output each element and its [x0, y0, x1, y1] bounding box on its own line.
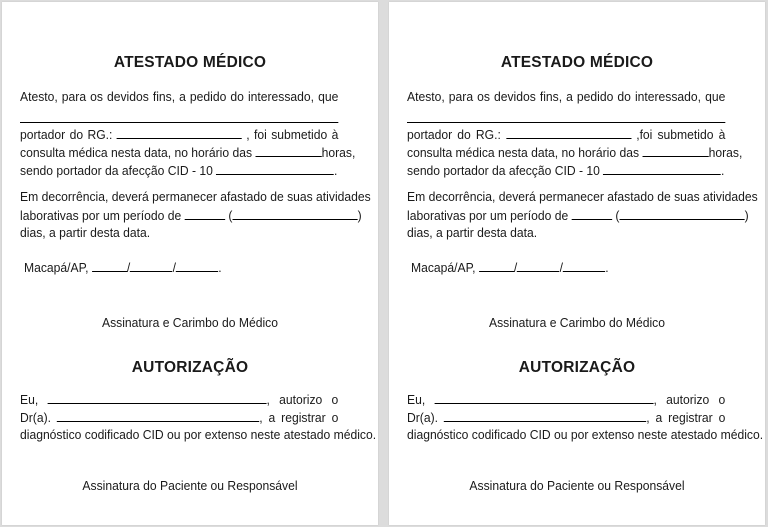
period-text: laborativas por um período de [20, 208, 182, 223]
year-field[interactable] [176, 258, 218, 272]
year-field[interactable] [563, 258, 605, 272]
rg-label: portador do RG.: [407, 127, 501, 142]
diagnosis-text: diagnóstico codificado CID ou por extenso neste atestado médico. [20, 427, 377, 442]
hours-label: horas, [321, 145, 356, 160]
period-text: laborativas por um período de [407, 208, 569, 223]
cid-field[interactable] [216, 161, 334, 175]
day-field[interactable] [92, 258, 127, 272]
patient-name-field[interactable] [20, 106, 338, 123]
eu-label: Eu, [407, 392, 426, 407]
date-line: Macapá/AP, / / . [411, 260, 609, 275]
leave-line: Em decorrência, deverá permanecer afastado de suas atividades [20, 189, 371, 204]
rg-label: portador do RG.: [20, 127, 113, 142]
submitted-text: ,foi submetido à [636, 127, 726, 142]
date-line: Macapá/AP, / / . [24, 260, 222, 275]
authorization-title: AUTORIZAÇÃO [518, 359, 636, 376]
doctor-signature-label: Assinatura e Carimbo do Médico [488, 315, 666, 330]
doctor-name-field[interactable] [444, 408, 646, 422]
certificate-form-left [2, 2, 378, 525]
patient-name-field[interactable] [407, 106, 725, 123]
attestation-paragraph: Atesto, para os devidos fins, a pedido do interessado, que portador do RG.: , foi submetido à consulta médica nesta data, no horário das horas, sendo portador da afecção CID - 10 . [20, 89, 356, 178]
form-title: ATESTADO MÉDICO [500, 54, 654, 71]
period-words-field[interactable] [619, 206, 744, 220]
leave-line: Em decorrência, deverá permanecer afastado de suas atividades [407, 189, 758, 204]
hours-label: horas, [708, 145, 743, 160]
month-field[interactable] [130, 258, 172, 272]
date-place: Macapá/AP, [24, 260, 89, 275]
authorize-text: , autorizo o [653, 392, 726, 407]
attestation-line: Atesto, para os devidos fins, a pedido do interessado, que [20, 89, 339, 104]
consultation-text: consulta médica nesta data, no horário das [20, 145, 253, 160]
patient-signature-label: Assinatura do Paciente ou Responsável [82, 478, 298, 493]
authorization-paragraph [407, 390, 764, 444]
doctor-signature-label: Assinatura e Carimbo do Médico [101, 315, 279, 330]
certificate-form-right [389, 2, 765, 525]
period-days-field[interactable] [185, 206, 225, 220]
day-field[interactable] [479, 258, 514, 272]
submitted-text: , foi submetido à [246, 127, 339, 142]
register-text: , a registrar o [259, 410, 339, 425]
eu-label: Eu, [20, 392, 39, 407]
leave-paragraph: Em decorrência, deverá permanecer afastado de suas atividades laborativas por um período de ( ) dias, a partir desta data. [20, 189, 371, 240]
rg-field[interactable] [506, 125, 631, 139]
doctor-label: Dr(a). [407, 410, 439, 425]
hours-field[interactable] [642, 143, 708, 157]
cid-text: sendo portador da afecção CID - 10 [20, 163, 213, 178]
diagnosis-text: diagnóstico codificado CID ou por extenso neste atestado médico. [407, 427, 764, 442]
period-days-field[interactable] [572, 206, 612, 220]
doctor-name-field[interactable] [57, 408, 259, 422]
doctor-label: Dr(a). [20, 410, 52, 425]
cid-text: sendo portador da afecção CID - 10 [407, 163, 600, 178]
rg-field[interactable] [117, 125, 242, 139]
authorize-text: , autorizo o [266, 392, 339, 407]
date-place: Macapá/AP, [411, 260, 476, 275]
consultation-text: consulta médica nesta data, no horário das [407, 145, 640, 160]
attestation-paragraph: Atesto, para os devidos fins, a pedido do interessado, que portador do RG.: ,foi submetido à consulta médica nesta data, no horário das horas, sendo portador da afecção CID - 10 . [407, 89, 743, 178]
days-text: dias, a partir desta data. [407, 225, 538, 240]
authorizer-name-field[interactable] [47, 390, 266, 404]
days-text: dias, a partir desta data. [20, 225, 151, 240]
authorization-title: AUTORIZAÇÃO [131, 359, 249, 376]
month-field[interactable] [517, 258, 559, 272]
leave-paragraph: Em decorrência, deverá permanecer afastado de suas atividades laborativas por um período de ( ) dias, a partir desta data. [407, 189, 758, 240]
attestation-line: Atesto, para os devidos fins, a pedido do interessado, que [407, 89, 726, 104]
form-title: ATESTADO MÉDICO [113, 54, 267, 71]
patient-signature-label: Assinatura do Paciente ou Responsável [469, 478, 685, 493]
cid-field[interactable] [603, 161, 721, 175]
period-words-field[interactable] [232, 206, 357, 220]
hours-field[interactable] [255, 143, 321, 157]
authorizer-name-field[interactable] [434, 390, 653, 404]
register-text: , a registrar o [646, 410, 726, 425]
authorization-paragraph [20, 390, 377, 444]
